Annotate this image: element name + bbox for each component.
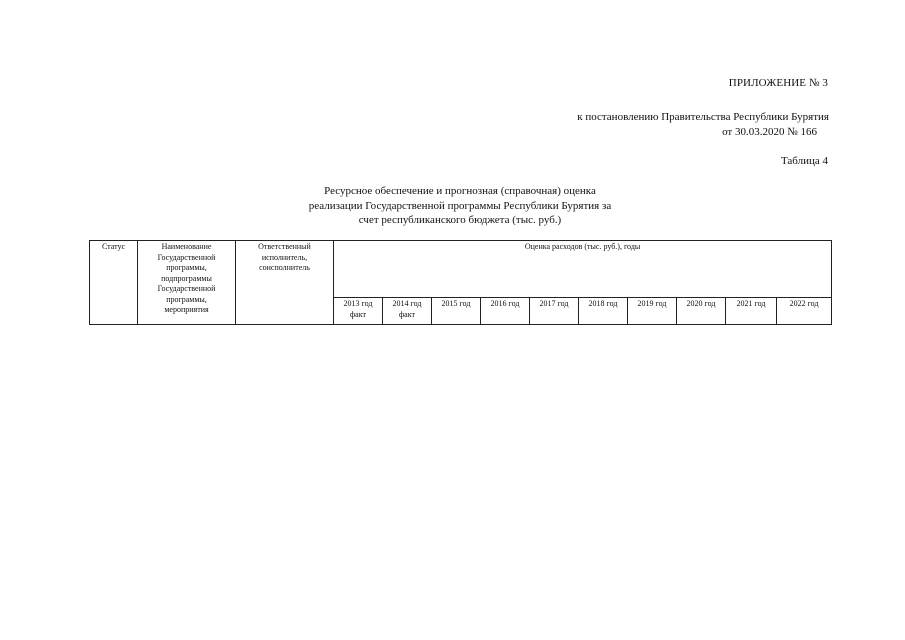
header-estimate-label: Оценка расходов (тыс. руб.), годы (524, 242, 641, 251)
header-name-line: Государственной (157, 284, 216, 293)
document-heading (280, 184, 640, 228)
year-label: 2014 год (392, 299, 422, 308)
year-cell-2014 (383, 298, 432, 325)
year-cell-2021 (726, 298, 777, 325)
table-number: Таблица 4 (780, 155, 828, 167)
year-cell-2018 (579, 298, 628, 325)
header-program-name (138, 241, 236, 325)
year-cell-2022 (777, 298, 832, 325)
table-header-row (90, 241, 832, 298)
header-expense-estimate (334, 241, 832, 298)
year-label: 2022 год (789, 299, 819, 308)
year-cell-2015 (432, 298, 481, 325)
year-label: 2019 год (637, 299, 667, 308)
header-responsible-line: соисполнитель (259, 263, 310, 272)
year-label: 2017 год (539, 299, 569, 308)
year-label: 2015 год (441, 299, 471, 308)
year-note: факт (349, 309, 366, 319)
appendix-title: ПРИЛОЖЕНИЕ № 3 (728, 77, 828, 89)
year-cell-2019 (628, 298, 677, 325)
header-name-line: подпрограммы (161, 273, 212, 283)
year-label: 2021 год (736, 299, 766, 308)
header-status-label: Статус (101, 242, 126, 251)
header-name-line: программы, (166, 294, 207, 304)
year-label: 2018 год (588, 299, 618, 308)
heading-line-3: счет республиканского бюджета (тыс. руб.) (358, 214, 562, 226)
header-name-line: программы, (166, 263, 207, 272)
year-cell-2013 (334, 298, 383, 325)
heading-line-2: реализации Государственной программы Республики Бурятия за (308, 199, 612, 212)
year-note: факт (398, 309, 415, 319)
year-cell-2016 (481, 298, 530, 325)
header-name-line: мероприятия (164, 305, 209, 314)
header-responsible-line: Ответственный (258, 242, 311, 251)
year-label: 2020 год (686, 299, 716, 308)
header-name-line: Наименование (161, 242, 212, 251)
header-responsible (236, 241, 334, 325)
header-name-line: Государственной (157, 252, 216, 262)
year-cell-2017 (530, 298, 579, 325)
decree-reference: к постановлению Правительства Республики Бурятия (577, 111, 829, 123)
decree-date-number: от 30.03.2020 № 166 (722, 126, 817, 138)
header-responsible-line: исполнитель, (261, 252, 308, 262)
resource-table (89, 240, 832, 325)
header-status (90, 241, 138, 325)
year-label: 2016 год (490, 299, 520, 308)
year-label: 2013 год (343, 299, 373, 308)
year-cell-2020 (677, 298, 726, 325)
heading-line-1: Ресурсное обеспечение и прогнозная (справочная) оценка (324, 185, 596, 197)
